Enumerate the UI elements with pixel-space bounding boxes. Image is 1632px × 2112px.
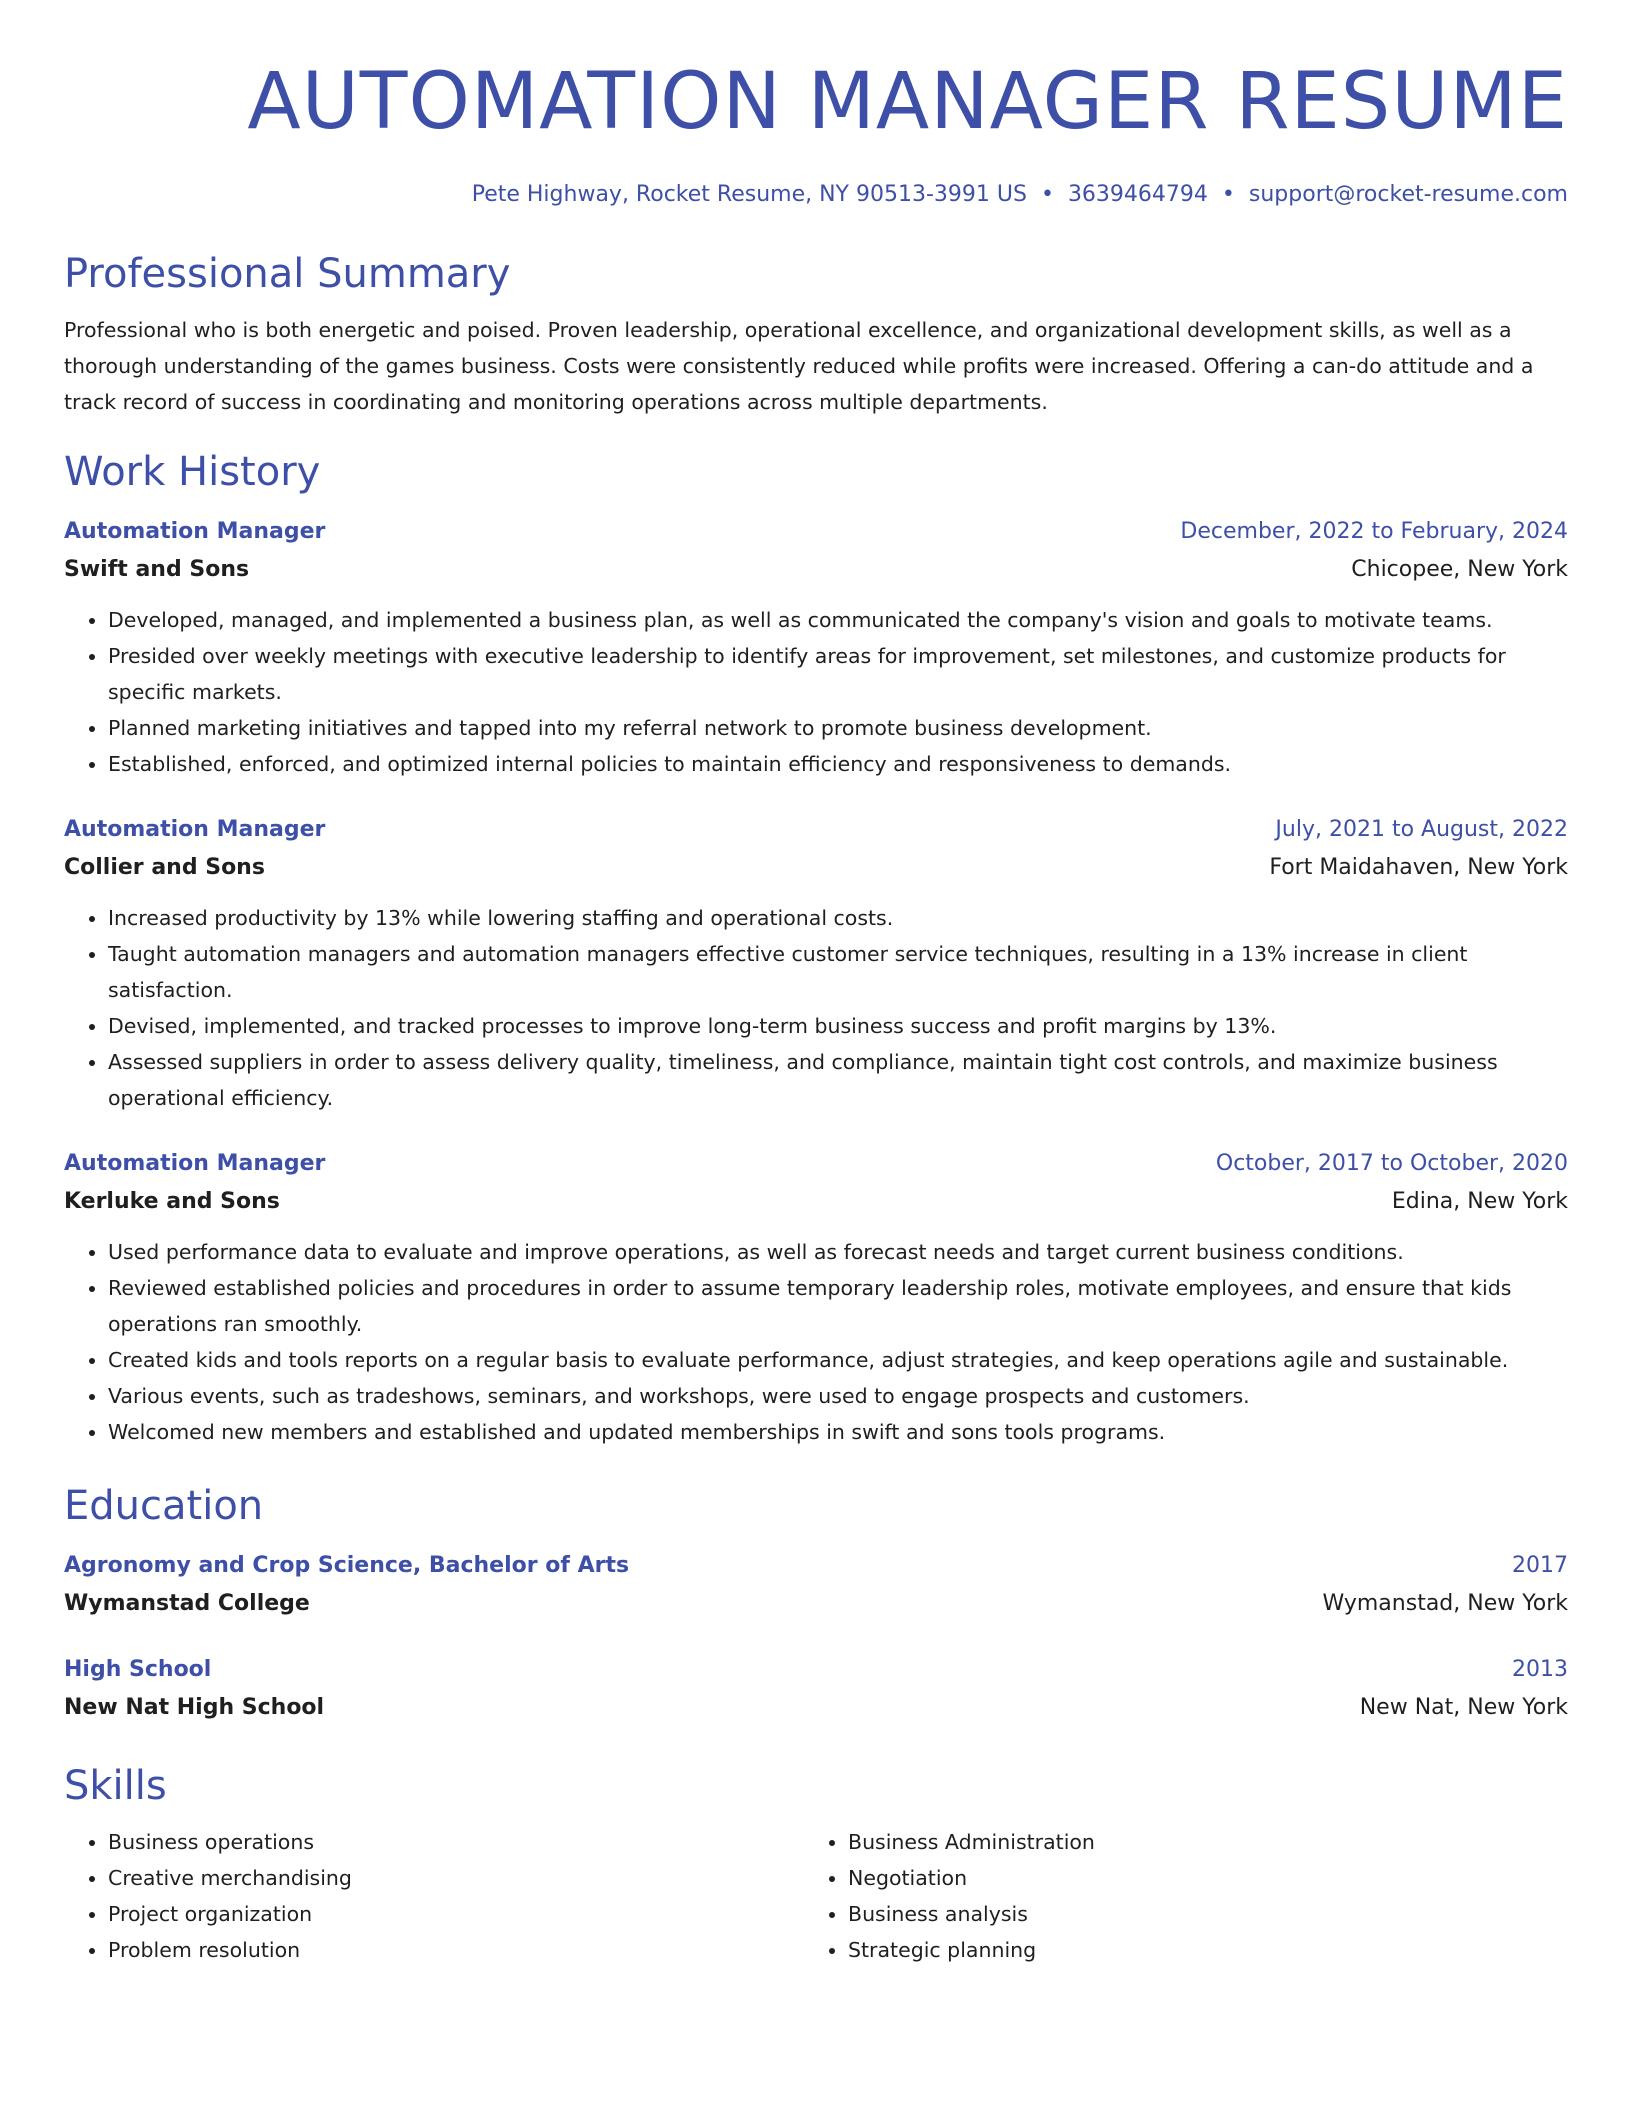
education-school: Wymanstad College [64,1591,310,1616]
contact-separator: • [1221,182,1235,207]
list-item: • Various events, such as tradeshows, seminars, and workshops, were used to engage prospects and customers. [108,1378,1568,1414]
skill-item: • Negotiation [848,1860,1544,1896]
skill-item: • Business Administration [848,1824,1544,1860]
job-bullets [64,602,1568,782]
list-item: • Established, enforced, and optimized internal policies to maintain efficiency and responsiveness to demands. [108,746,1568,782]
job-title: Automation Manager [64,1151,326,1176]
list-item: • Increased productivity by 13% while lowering staffing and operational costs. [108,900,1568,936]
education-degree: Agronomy and Crop Science, Bachelor of Arts [64,1553,630,1578]
contact-separator: • [1040,182,1054,207]
contact-line [64,180,1568,210]
skills-list-left [64,1824,804,1968]
job-entry [64,812,1568,1116]
work-history-section [64,446,1568,1450]
contact-phone: 3639464794 [1067,182,1208,207]
summary-text: Professional who is both energetic and poised. Proven leadership, operational excellence, and organizational development skills, as well as a thorough understanding of the games business. Costs were consistently reduced while profits were increased. Offering a can-do attitude and a track record of success in coordinating and monitoring operations across multiple departments. [64,318,1534,414]
skill-item: • Project organization [108,1896,804,1932]
job-bullets [64,1234,1568,1450]
skill-item: • Strategic planning [848,1932,1544,1968]
skills-columns [64,1824,1568,1968]
contact-email[interactable]: support@rocket-resume.com [1248,182,1568,207]
education-entry [64,1548,1568,1624]
job-entry [64,514,1568,782]
skills-section [64,1760,1568,1968]
page-title: AUTOMATION MANAGER RESUME [247,57,1568,147]
list-item: • Assessed suppliers in order to assess delivery quality, timeliness, and compliance, maintain tight cost controls, and maximize business operational efficiency. [108,1044,1568,1116]
section-heading: Work History [64,449,321,495]
education-entry [64,1652,1568,1728]
education-location: Wymanstad, New York [1322,1591,1568,1616]
list-item: • Welcomed new members and established and updated memberships in swift and sons tools programs. [108,1414,1568,1450]
education-year: 2013 [1512,1657,1568,1682]
section-heading: Professional Summary [64,251,511,297]
list-item: • Used performance data to evaluate and improve operations, as well as forecast needs and target current business conditions. [108,1234,1568,1270]
list-item: • Presided over weekly meetings with executive leadership to identify areas for improvement, set milestones, and customize products for specific markets. [108,638,1568,710]
education-year: 2017 [1512,1553,1568,1578]
list-item: • Planned marketing initiatives and tapped into my referral network to promote business development. [108,710,1568,746]
education-section [64,1480,1568,1728]
skills-list-right [804,1824,1544,1968]
section-heading: Education [64,1483,264,1529]
job-dates: December, 2022 to February, 2024 [1180,519,1568,544]
section-heading: Skills [64,1763,167,1809]
job-title: Automation Manager [64,817,326,842]
job-title: Automation Manager [64,519,326,544]
education-location: New Nat, New York [1359,1695,1568,1720]
list-item: • Reviewed established policies and procedures in order to assume temporary leadership roles, motivate employees, and ensure that kids operations ran smoothly. [108,1270,1568,1342]
summary-section [64,248,1568,420]
skill-item: • Business analysis [848,1896,1544,1932]
education-school: New Nat High School [64,1695,325,1720]
skill-item: • Creative merchandising [108,1860,804,1896]
list-item: • Devised, implemented, and tracked processes to improve long-term business success and profit margins by 13%. [108,1008,1568,1044]
job-bullets [64,900,1568,1116]
education-degree: High School [64,1657,212,1682]
list-item: • Developed, managed, and implemented a business plan, as well as communicated the company's vision and goals to motivate teams. [108,602,1568,638]
job-entry [64,1146,1568,1450]
skill-item: • Problem resolution [108,1932,804,1968]
list-item: • Taught automation managers and automation managers effective customer service techniques, resulting in a 13% increase in client satisfaction. [108,936,1568,1008]
job-dates: October, 2017 to October, 2020 [1215,1151,1568,1176]
job-company: Collier and Sons [64,855,265,880]
list-item: • Created kids and tools reports on a regular basis to evaluate performance, adjust strategies, and keep operations agile and sustainable. [108,1342,1568,1378]
job-dates: July, 2021 to August, 2022 [1275,817,1568,842]
job-company: Swift and Sons [64,557,250,582]
job-location: Fort Maidahaven, New York [1269,855,1568,880]
contact-address: Pete Highway, Rocket Resume, NY 90513-3991 US [471,182,1027,207]
job-location: Chicopee, New York [1351,557,1568,582]
job-company: Kerluke and Sons [64,1189,280,1214]
job-location: Edina, New York [1391,1189,1568,1214]
skill-item: • Business operations [108,1824,804,1860]
